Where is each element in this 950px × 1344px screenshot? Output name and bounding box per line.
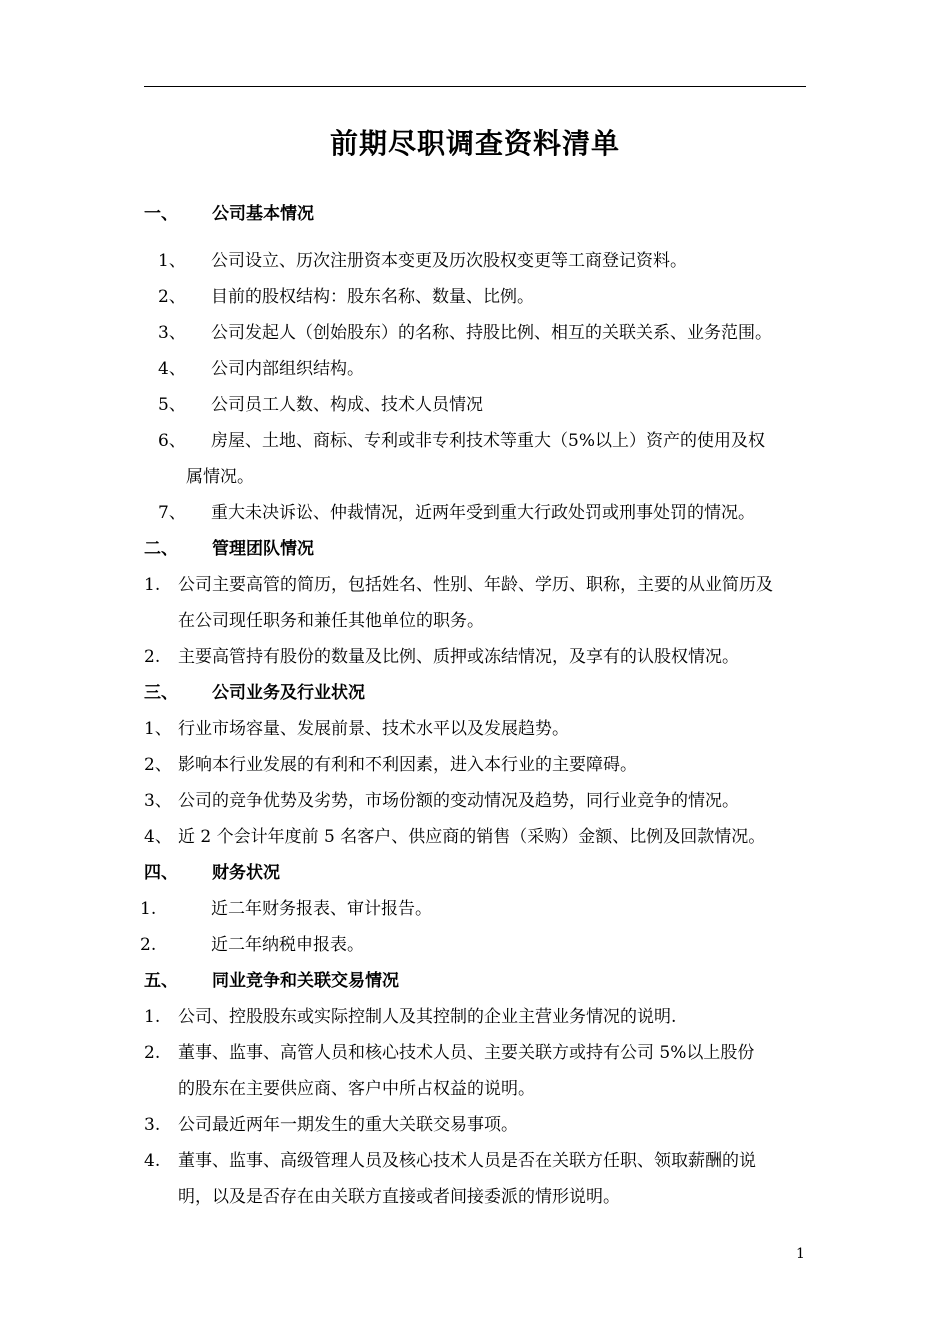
item-text: 近二年纳税申报表。	[211, 935, 364, 955]
item-text-continuation: 属情况。	[186, 467, 254, 487]
section-title: 公司基本情况	[212, 204, 314, 224]
item-number: 3.	[144, 1115, 161, 1135]
item-number: 2.	[144, 1043, 161, 1063]
item-text-continuation: 的股东在主要供应商、客户中所占权益的说明。	[178, 1079, 535, 1099]
item-text: 行业市场容量、发展前景、技术水平以及发展趋势。	[178, 719, 569, 739]
section-number: 一、	[144, 204, 178, 224]
section-title: 财务状况	[212, 863, 280, 883]
item-number: 2、	[158, 287, 186, 307]
item-text: 董事、监事、高管人员和核心技术人员、主要关联方或持有公司 5%以上股份	[178, 1043, 755, 1063]
item-text: 公司、控股股东或实际控制人及其控制的企业主营业务情况的说明.	[178, 1007, 677, 1027]
item-text-continuation: 在公司现任职务和兼任其他单位的职务。	[178, 611, 484, 631]
item-text: 主要高管持有股份的数量及比例、质押或冻结情况，及享有的认股权情况。	[178, 647, 739, 667]
section-number: 四、	[144, 863, 178, 883]
item-text: 近二年财务报表、审计报告。	[211, 899, 432, 919]
item-number: 3、	[144, 791, 172, 811]
item-text: 目前的股权结构：股东名称、数量、比例。	[211, 287, 534, 307]
item-text: 公司主要高管的简历，包括姓名、性别、年龄、学历、职称，主要的从业简历及	[178, 575, 773, 595]
page-number: 1	[796, 1246, 805, 1262]
section-number: 五、	[144, 971, 178, 991]
document-title: 前期尽职调查资料清单	[329, 127, 620, 160]
item-number: 2、	[144, 755, 172, 775]
item-number: 4、	[158, 359, 186, 379]
item-text: 公司的竞争优势及劣势，市场份额的变动情况及趋势，同行业竞争的情况。	[178, 791, 739, 811]
item-text: 公司员工人数、构成、技术人员情况	[211, 395, 483, 415]
item-text: 重大未决诉讼、仲裁情况，近两年受到重大行政处罚或刑事处罚的情况。	[211, 503, 755, 523]
item-number: 2.	[140, 935, 157, 955]
item-text-continuation: 明，以及是否存在由关联方直接或者间接委派的情形说明。	[178, 1187, 620, 1207]
item-number: 4、	[144, 827, 172, 847]
item-number: 1.	[144, 1007, 161, 1027]
section-title: 管理团队情况	[212, 539, 314, 559]
section-number: 三、	[144, 683, 178, 703]
item-number: 1.	[144, 575, 161, 595]
item-text: 公司设立、历次注册资本变更及历次股权变更等工商登记资料。	[211, 251, 687, 271]
item-text: 影响本行业发展的有利和不利因素，进入本行业的主要障碍。	[178, 755, 637, 775]
item-number: 1.	[140, 899, 157, 919]
item-number: 6、	[158, 431, 186, 451]
item-number: 7、	[158, 503, 186, 523]
item-number: 3、	[158, 323, 186, 343]
item-number: 5、	[158, 395, 186, 415]
item-number: 1、	[144, 719, 172, 739]
item-text: 董事、监事、高级管理人员及核心技术人员是否在关联方任职、领取薪酬的说	[178, 1151, 756, 1171]
section-title: 同业竞争和关联交易情况	[212, 971, 399, 991]
item-number: 4.	[144, 1151, 161, 1171]
section-title: 公司业务及行业状况	[212, 683, 365, 703]
item-text: 公司最近两年一期发生的重大关联交易事项。	[178, 1115, 518, 1135]
item-text: 公司发起人（创始股东）的名称、持股比例、相互的关联关系、业务范围。	[211, 323, 772, 343]
item-number: 2.	[144, 647, 161, 667]
item-text: 近 2 个会计年度前 5 名客户、供应商的销售（采购）金额、比例及回款情况。	[178, 827, 766, 847]
item-text: 公司内部组织结构。	[211, 359, 364, 379]
item-number: 1、	[158, 251, 186, 271]
item-text: 房屋、土地、商标、专利或非专利技术等重大（5%以上）资产的使用及权	[211, 431, 765, 451]
header-rule	[144, 86, 806, 87]
section-number: 二、	[144, 539, 178, 559]
